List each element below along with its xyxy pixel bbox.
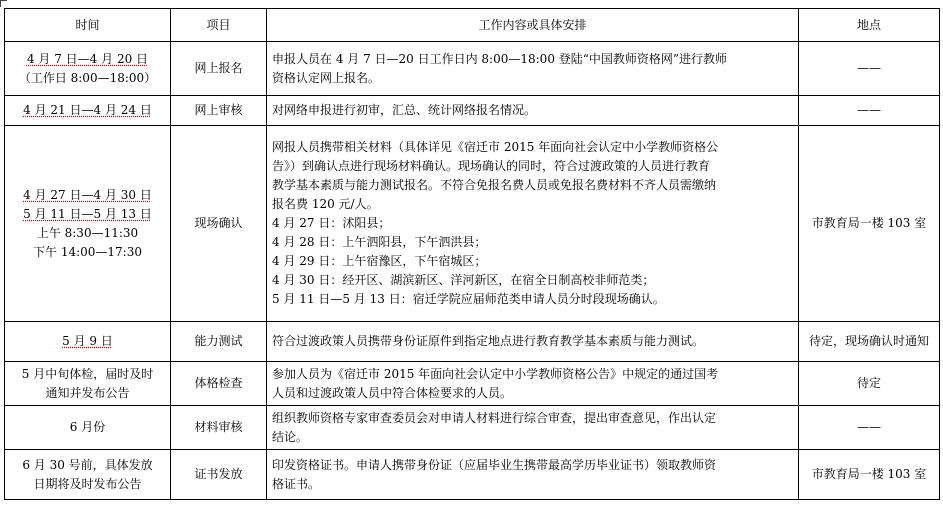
time-line: 上午 8:30—11:30	[36, 225, 139, 240]
content-cell	[267, 362, 799, 406]
time-line: 日期将及时发布公告	[33, 476, 142, 491]
table-row	[5, 450, 940, 500]
content-cell	[267, 42, 799, 96]
content-cell	[267, 406, 799, 450]
location-cell: 市教育局一楼 103 室	[799, 126, 940, 322]
time-line: 6 月 30 号前，具体发放	[22, 457, 153, 472]
table-row	[5, 406, 940, 450]
content-cell	[267, 126, 799, 322]
time-line: 5 月 9 日	[62, 334, 113, 348]
time-cell	[5, 42, 171, 96]
table-row	[5, 42, 940, 96]
content-line: 4 月 27 日：沭阳县；	[272, 216, 391, 230]
time-line: 4 月 27 日—4 月 30 日	[23, 187, 152, 202]
table-row	[5, 126, 940, 322]
table-row	[5, 362, 940, 406]
page-corner-mark	[0, 0, 7, 7]
time-line: 5 月中旬体检，届时及时	[21, 366, 154, 381]
content-line: 申报人员在 4 月 7 日—20 日工作日内 8:00—18:00 登陆“中国教师资格网”进行教师	[272, 51, 728, 66]
content-cell	[267, 450, 799, 500]
location-cell: ——	[799, 406, 940, 450]
time-line: 5 月 11 日—5 月 13 日	[23, 206, 152, 221]
time-cell	[5, 406, 171, 450]
time-line: （工作日 8:00—18:00）	[18, 70, 157, 85]
item-cell: 现场确认	[171, 126, 267, 322]
content-line: 4 月 30 日：经开区、湖滨新区、洋河新区，在宿全日制高校非师范类；	[272, 273, 655, 287]
location-cell: ——	[799, 42, 940, 96]
content-line: 符合过渡政策人员携带身份证原件到指定地点进行教育教学基本素质与能力测试。	[272, 334, 705, 348]
header-row	[5, 9, 940, 42]
header-time: 时间	[5, 9, 171, 42]
content-line: 人员和过渡政策人员中符合体检要求的人员。	[272, 385, 513, 400]
item-cell: 材料审核	[171, 406, 267, 450]
table-row	[5, 96, 940, 126]
time-cell	[5, 322, 171, 362]
time-line: 下午 14:00—17:30	[33, 244, 142, 259]
item-cell: 体格检查	[171, 362, 267, 406]
content-line: 对网络申报进行初审，汇总、统计网络报名情况。	[272, 103, 537, 117]
header-content: 工作内容或具体安排	[267, 9, 799, 42]
time-line: 4 月 21 日—4 月 24 日	[23, 103, 152, 117]
time-cell	[5, 362, 171, 406]
content-line: 5 月 11 日—5 月 13 日：宿迁学院应届师范类申请人员分时段现场确认。	[272, 292, 665, 306]
schedule-table	[4, 8, 940, 500]
time-line: 6 月份	[69, 420, 106, 434]
content-cell	[267, 96, 799, 126]
time-cell	[5, 96, 171, 126]
content-line: 资格认定网上报名。	[272, 70, 381, 85]
location-cell: ——	[799, 96, 940, 126]
content-line: 结论。	[272, 429, 309, 444]
time-line: 4 月 7 日—4 月 20 日	[26, 51, 149, 66]
location-cell: 待定，现场确认时通知	[799, 322, 940, 362]
content-cell	[267, 322, 799, 362]
content-line: 告》）到确认点进行现场材料确认。现场确认的同时，符合过渡政策的人员进行教育	[272, 159, 711, 173]
location-cell: 待定	[799, 362, 940, 406]
time-cell	[5, 126, 171, 322]
table-row	[5, 322, 940, 362]
location-cell: 市教育局一楼 103 室	[799, 450, 940, 500]
item-cell: 证书发放	[171, 450, 267, 500]
content-line: 网报人员携带相关材料（具体详见《宿迁市 2015 年面向社会认定中小学教师资格公	[272, 140, 719, 154]
item-cell: 网上审核	[171, 96, 267, 126]
content-line: 教学基本素质与能力测试报名。不符合免报名费人员或免报名费材料不齐人员需缴纳	[272, 178, 717, 192]
time-cell	[5, 450, 171, 500]
header-item: 项目	[171, 9, 267, 42]
content-line: 参加人员为《宿迁市 2015 年面向社会认定中小学教师资格公告》中规定的通过国考	[272, 366, 719, 381]
content-line: 格证书。	[272, 476, 321, 491]
content-line: 报名费 120 元/人。	[272, 197, 379, 211]
item-cell: 网上报名	[171, 42, 267, 96]
content-line: 4 月 28 日：上午泗阳县，下午泗洪县；	[272, 235, 487, 249]
content-line: 组织教师资格专家审查委员会对申请人材料进行综合审查，提出审查意见，作出认定	[272, 410, 717, 425]
content-line: 4 月 29 日：上午宿豫区，下午宿城区；	[272, 254, 487, 268]
time-line: 通知并发布公告	[45, 385, 130, 400]
item-cell: 能力测试	[171, 322, 267, 362]
header-location: 地点	[799, 9, 940, 42]
content-line: 印发资格证书。申请人携带身份证（应届毕业生携带最高学历毕业证书）领取教师资	[272, 457, 717, 472]
